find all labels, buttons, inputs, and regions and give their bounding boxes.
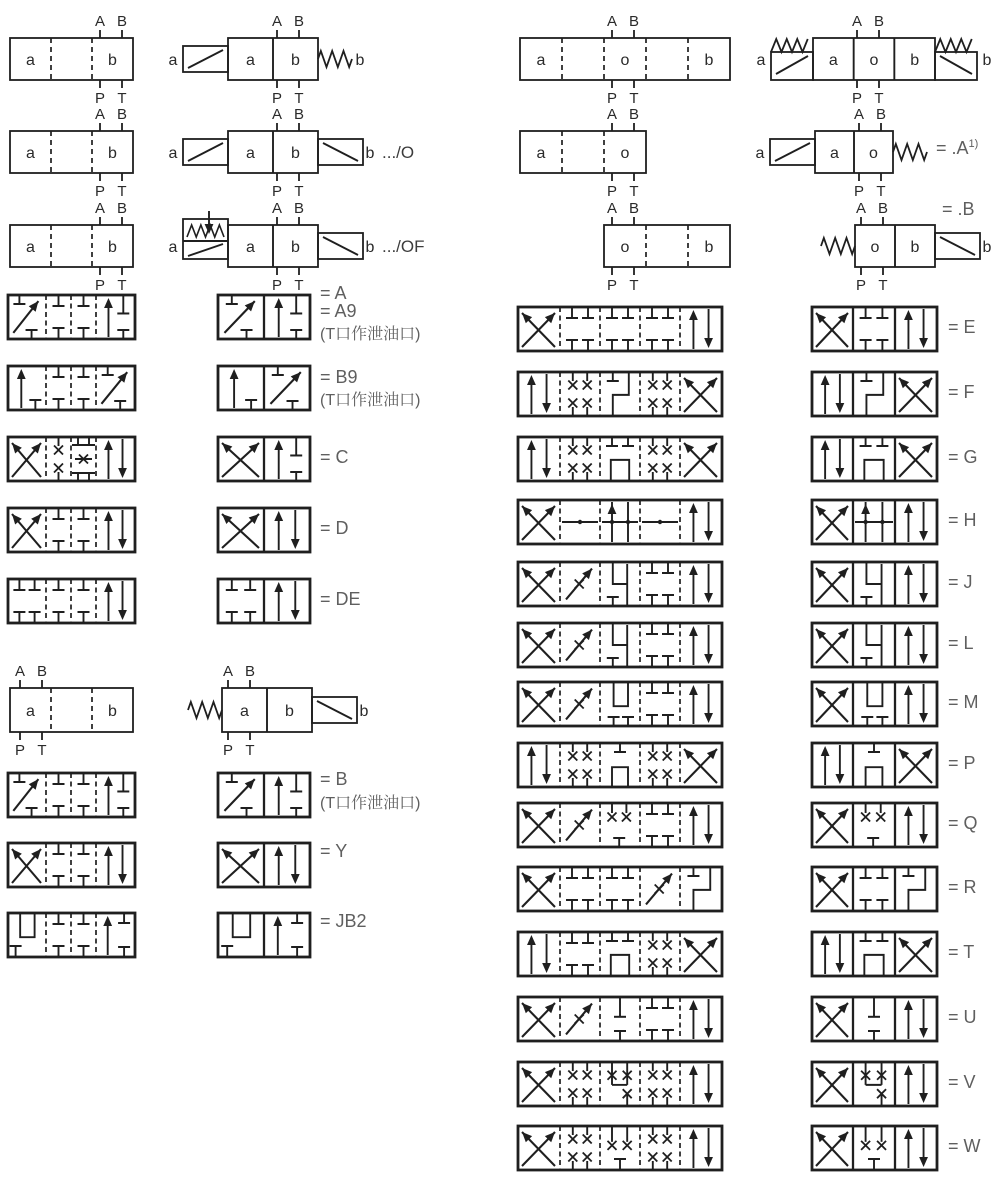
- position-label-b: b: [285, 703, 294, 720]
- port-label-t: T: [294, 90, 304, 107]
- spool-wide-t: [518, 932, 722, 976]
- spool-compact-top-5: [218, 579, 310, 623]
- port-label-b: B: [116, 13, 128, 30]
- port-label-t: T: [294, 183, 304, 200]
- valve-outline-left-3: [10, 200, 133, 294]
- valve-outline-left-bottom: [10, 663, 133, 759]
- port-label-b: B: [628, 106, 640, 123]
- spool-label-d: [320, 519, 349, 539]
- spool-label-g-text: = G: [948, 447, 978, 467]
- spool-compact-bottom-1: [218, 773, 310, 817]
- actuator-label-a: a: [756, 52, 766, 69]
- port-label-t: T: [117, 90, 127, 107]
- position-label-b: b: [291, 52, 300, 69]
- actuator-label-b: b: [982, 239, 992, 256]
- spool-label-q: [948, 814, 978, 834]
- spool-label-j-text: = J: [948, 572, 973, 592]
- spool-compact-j: [812, 562, 937, 606]
- port-label-t: T: [245, 742, 255, 759]
- spool-label-f-text: = F: [948, 382, 975, 402]
- position-label-a: a: [828, 52, 838, 69]
- spool-label-y: [320, 842, 347, 862]
- suffix-o: [382, 143, 414, 163]
- position-label-o: o: [870, 239, 880, 256]
- spool-label-t: [948, 943, 974, 963]
- valve-outline-left-2: [10, 106, 133, 200]
- port-label-a: A: [222, 663, 234, 680]
- valve-outline-left-1: [10, 13, 133, 107]
- spool-wide-r: [518, 867, 722, 911]
- spool-full-top-4: [8, 508, 135, 552]
- spool-label-b9: [320, 368, 358, 388]
- port-label-a: A: [271, 13, 283, 30]
- spool-note-b-text: (T口作泄油口): [320, 795, 421, 812]
- port-label-b: B: [116, 106, 128, 123]
- port-label-p: P: [271, 277, 283, 294]
- spool-note-a9: [320, 321, 420, 344]
- actuator-label-a: a: [168, 52, 178, 69]
- position-label-a: a: [830, 145, 839, 162]
- spool-compact-v: [812, 1062, 937, 1106]
- position-label-o: o: [869, 52, 879, 69]
- port-label-t: T: [629, 183, 639, 200]
- position-label-a: a: [246, 145, 255, 162]
- port-label-a: A: [606, 106, 618, 123]
- spool-compact-m: [812, 682, 937, 726]
- spool-compact-top-2: [218, 366, 310, 410]
- actuator-label-b: b: [365, 239, 375, 256]
- spool-label-y-text: = Y: [320, 841, 348, 861]
- spool-label-dot-a-sup: 1): [968, 138, 979, 150]
- port-label-b: B: [293, 106, 305, 123]
- port-label-b: B: [116, 200, 128, 217]
- port-label-p: P: [851, 90, 863, 107]
- port-label-b: B: [628, 13, 640, 30]
- suffix-of: [382, 237, 425, 257]
- spool-label-dot-a-text: = .A: [936, 138, 969, 158]
- position-label-o: o: [620, 52, 630, 69]
- spool-compact-h: [812, 500, 937, 544]
- spool-label-l: [948, 634, 974, 654]
- suffix-of-text: .../OF: [382, 237, 425, 256]
- position-label-b: b: [910, 239, 920, 256]
- position-label-a: a: [26, 703, 35, 720]
- position-label-b: b: [291, 145, 300, 162]
- port-label-a: A: [94, 13, 106, 30]
- spool-compact-t: [812, 932, 937, 976]
- position-label-b: b: [108, 52, 117, 69]
- port-label-a: A: [606, 13, 618, 30]
- spool-full-top-3: [8, 437, 135, 481]
- spool-label-g: [948, 448, 978, 468]
- actuator-label-a: a: [755, 145, 765, 162]
- position-label-o: o: [620, 145, 630, 162]
- port-label-t: T: [37, 742, 47, 759]
- valve-actuated-ab-spring: [169, 13, 365, 107]
- port-label-p: P: [271, 183, 283, 200]
- position-label-b: b: [291, 239, 300, 256]
- port-label-p: P: [271, 90, 283, 107]
- spool-label-e-text: = E: [948, 317, 976, 337]
- position-label-a: a: [536, 145, 546, 162]
- suffix-o-text: .../O: [382, 143, 415, 162]
- port-label-t: T: [874, 90, 884, 107]
- port-label-t: T: [629, 277, 639, 294]
- valve-outline-ob: [604, 200, 730, 294]
- actuator-label-b: b: [355, 52, 365, 69]
- spool-label-p-text: = P: [948, 753, 976, 773]
- spool-wide-g: [518, 437, 722, 481]
- position-label-o: o: [620, 239, 630, 256]
- spool-label-w: [948, 1137, 981, 1157]
- spool-label-de: [320, 590, 361, 610]
- spool-label-e: [948, 318, 976, 338]
- spool-label-a-text: = A: [320, 283, 347, 303]
- spool-label-f: [948, 383, 975, 403]
- spool-label-q-text: = Q: [948, 813, 978, 833]
- spool-label-v: [948, 1073, 976, 1093]
- port-label-p: P: [606, 183, 618, 200]
- spool-note-b: [320, 790, 420, 813]
- port-label-p: P: [94, 90, 106, 107]
- port-label-b: B: [244, 663, 256, 680]
- port-label-a: A: [855, 200, 867, 217]
- port-label-a: A: [853, 106, 865, 123]
- actuator-label-b: b: [359, 703, 369, 720]
- spool-wide-j: [518, 562, 722, 606]
- spool-compact-u: [812, 997, 937, 1041]
- port-label-a: A: [271, 200, 283, 217]
- port-label-p: P: [94, 183, 106, 200]
- spool-full-top-1: [8, 295, 135, 339]
- spool-compact-e: [812, 307, 937, 351]
- port-label-a: A: [94, 200, 106, 217]
- spool-label-jb2: [320, 912, 367, 932]
- port-label-a: A: [271, 106, 283, 123]
- actuator-label-a: a: [168, 145, 178, 162]
- port-label-b: B: [875, 106, 887, 123]
- spool-full-top-2: [8, 366, 135, 410]
- position-label-a: a: [240, 703, 249, 720]
- position-label-a: a: [536, 52, 546, 69]
- spool-wide-f: [518, 372, 722, 416]
- port-label-p: P: [606, 90, 618, 107]
- valve-actuated-ao-spring: [756, 106, 927, 200]
- spool-label-a9: [320, 302, 357, 322]
- spool-label-l-text: = L: [948, 633, 974, 653]
- port-label-b: B: [293, 200, 305, 217]
- spool-compact-g: [812, 437, 937, 481]
- valve-actuated-aob: [757, 13, 992, 107]
- spool-wide-m: [518, 682, 722, 726]
- spool-compact-r: [812, 867, 937, 911]
- position-label-b: b: [704, 239, 714, 256]
- port-label-b: B: [873, 13, 885, 30]
- spool-wide-w: [518, 1126, 722, 1170]
- port-label-p: P: [14, 742, 26, 759]
- spool-wide-e: [518, 307, 722, 351]
- port-label-b: B: [877, 200, 889, 217]
- spool-wide-q: [518, 803, 722, 847]
- position-label-b: b: [910, 52, 920, 69]
- valve-actuated-ab-of: [169, 200, 375, 294]
- spool-label-j: [948, 573, 973, 593]
- port-label-a: A: [94, 106, 106, 123]
- spool-label-r-text: = R: [948, 877, 977, 897]
- spool-label-p: [948, 754, 976, 774]
- spool-label-m: [948, 693, 979, 713]
- spool-label-b: [320, 770, 348, 790]
- spool-full-bottom-3: [8, 913, 135, 957]
- spool-note-b9-text: (T口作泄油口): [320, 392, 421, 409]
- spool-wide-v: [518, 1062, 722, 1106]
- position-label-a: a: [246, 239, 255, 256]
- spool-compact-top-3: [218, 437, 310, 481]
- spool-compact-p: [812, 743, 937, 787]
- port-label-p: P: [222, 742, 234, 759]
- spool-label-v-text: = V: [948, 1072, 976, 1092]
- spool-compact-q: [812, 803, 937, 847]
- spool-label-w-text: = W: [948, 1136, 981, 1156]
- actuator-label-a: a: [168, 239, 178, 256]
- spool-label-de-text: = DE: [320, 589, 361, 609]
- spool-label-dot-b-text: = .B: [942, 199, 975, 219]
- spool-label-d-text: = D: [320, 518, 349, 538]
- position-label-o: o: [869, 145, 878, 162]
- port-label-t: T: [878, 277, 888, 294]
- valve-outline-aob: [520, 13, 730, 107]
- spool-label-u-text: = U: [948, 1007, 977, 1027]
- port-label-b: B: [628, 200, 640, 217]
- spool-label-r: [948, 878, 977, 898]
- port-label-a: A: [14, 663, 26, 680]
- port-label-p: P: [853, 183, 865, 200]
- port-label-t: T: [294, 277, 304, 294]
- port-label-b: B: [293, 13, 305, 30]
- spool-compact-bottom-3: [218, 913, 310, 957]
- port-label-a: A: [606, 200, 618, 217]
- position-label-a: a: [26, 239, 35, 256]
- spool-wide-h: [518, 500, 722, 544]
- position-label-b: b: [704, 52, 714, 69]
- spool-compact-bottom-2: [218, 843, 310, 887]
- port-label-t: T: [629, 90, 639, 107]
- position-label-b: b: [108, 703, 117, 720]
- position-label-a: a: [26, 52, 35, 69]
- spool-label-h-text: = H: [948, 510, 977, 530]
- valve-actuated-ab-o: [169, 106, 375, 200]
- spool-wide-p: [518, 743, 722, 787]
- spool-compact-top-1: [218, 295, 310, 339]
- position-label-b: b: [108, 239, 117, 256]
- valve-actuated-ab-bottom: [188, 663, 369, 759]
- spool-full-bottom-1: [8, 773, 135, 817]
- port-label-p: P: [855, 277, 867, 294]
- spool-compact-top-4: [218, 508, 310, 552]
- spool-compact-w: [812, 1126, 937, 1170]
- spool-label-dot-a: [936, 138, 978, 159]
- spool-wide-l: [518, 623, 722, 667]
- actuator-label-b: b: [982, 52, 992, 69]
- port-label-t: T: [117, 277, 127, 294]
- position-label-a: a: [246, 52, 255, 69]
- spool-full-top-5: [8, 579, 135, 623]
- spool-label-dot-b: [942, 200, 975, 220]
- spool-wide-u: [518, 997, 722, 1041]
- spool-label-m-text: = M: [948, 692, 979, 712]
- port-label-t: T: [876, 183, 886, 200]
- spool-label-b9-text: = B9: [320, 367, 358, 387]
- port-label-p: P: [94, 277, 106, 294]
- port-label-t: T: [117, 183, 127, 200]
- spool-note-a9-text: (T口作泄油口): [320, 326, 421, 343]
- position-label-b: b: [108, 145, 117, 162]
- port-label-a: A: [851, 13, 863, 30]
- valve-outline-ao: [520, 106, 646, 200]
- port-label-p: P: [606, 277, 618, 294]
- spool-label-c: [320, 448, 349, 468]
- spool-label-h: [948, 511, 977, 531]
- spool-compact-f: [812, 372, 937, 416]
- spool-label-a9-text: = A9: [320, 301, 357, 321]
- spool-compact-l: [812, 623, 937, 667]
- spool-label-c-text: = C: [320, 447, 349, 467]
- spool-label-u: [948, 1008, 977, 1028]
- spool-label-t-text: = T: [948, 942, 975, 962]
- actuator-label-b: b: [365, 145, 375, 162]
- position-label-a: a: [26, 145, 35, 162]
- port-label-b: B: [36, 663, 48, 680]
- spool-note-b9: [320, 387, 420, 410]
- spool-full-bottom-2: [8, 843, 135, 887]
- spool-label-b-text: = B: [320, 769, 348, 789]
- spool-label-jb2-text: = JB2: [320, 911, 367, 931]
